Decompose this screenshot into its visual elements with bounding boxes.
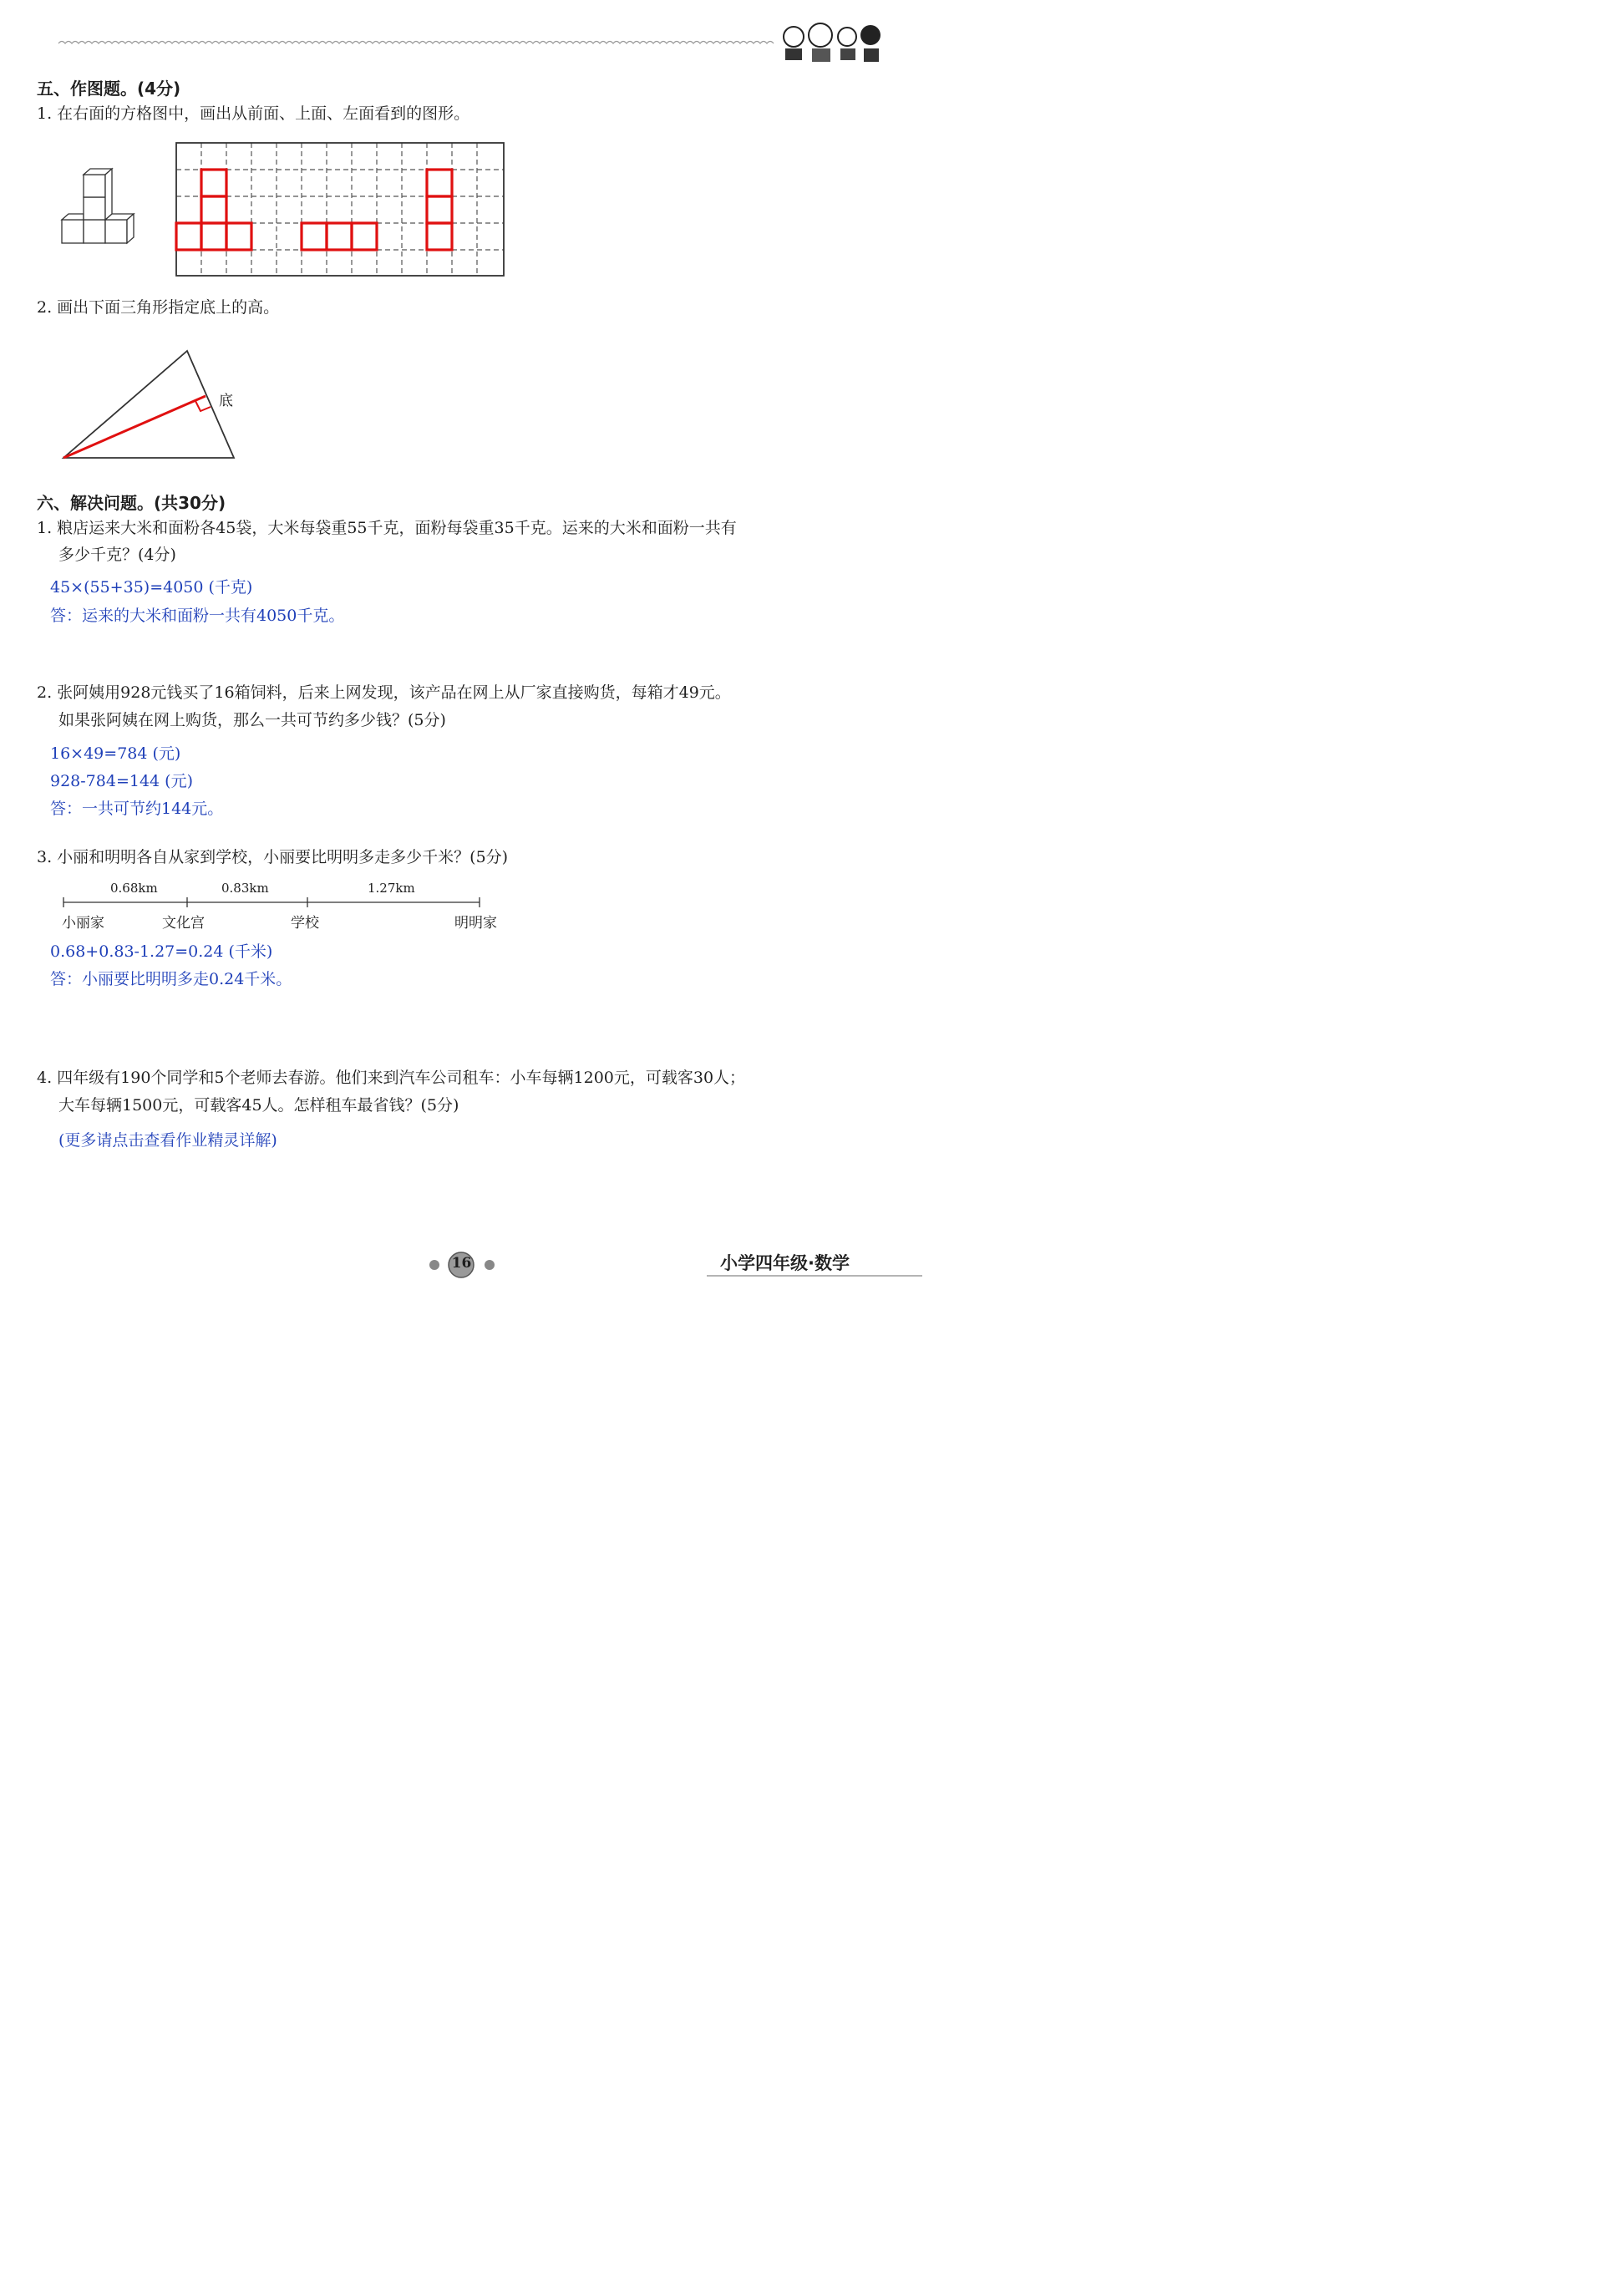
base-label: 底	[219, 393, 233, 409]
distance-label-3: 1.27km	[368, 881, 415, 896]
q3-line1: 3. 小丽和明明各自从家到学校，小丽要比明明多走多少千米？(5分)	[37, 848, 509, 866]
q4-line1: 4. 四年级有190个同学和5个老师去春游。他们来到汽车公司租车：小车每辆1200元，可载客30人；	[37, 1069, 746, 1087]
section6-title: 六、解决问题。(共30分)	[37, 493, 226, 513]
left-view-shape	[427, 170, 452, 196]
q1-line1: 1. 粮店运来大米和面粉各45袋，大米每袋重55千克，面粉每袋重35千克。运来的大米和面粉一共有	[37, 519, 737, 537]
page-number: 16	[451, 1255, 472, 1272]
more-details-link[interactable]: (更多请点击查看作业精灵详解)	[58, 1131, 277, 1150]
q3-answer-1: 0.68+0.83-1.27=0.24 (千米)	[50, 942, 273, 961]
distance-label-2: 0.83km	[221, 881, 269, 896]
section5-q1-text: 1. 在右面的方格图中，画出从前面、上面、左面看到的图形。	[37, 104, 470, 123]
top-view-shape	[302, 223, 327, 250]
header-cartoon-icon	[777, 18, 886, 77]
q2-answer-1: 16×49=784 (元)	[50, 744, 181, 763]
q2-answer-2: 928-784=144 (元)	[50, 772, 194, 790]
front-view-shape	[201, 170, 226, 196]
section5-title: 五、作图题。(4分)	[37, 79, 181, 99]
place-label-3: 学校	[291, 915, 319, 932]
place-label-1: 小丽家	[62, 915, 104, 932]
q2-answer-3: 答：一共可节约144元。	[50, 800, 224, 818]
cube-stack-figure	[58, 171, 142, 255]
place-label-4: 明明家	[454, 915, 497, 932]
q1-answer-1: 45×(55+35)=4050 (千克)	[50, 578, 253, 597]
section5-q2-text: 2. 画出下面三角形指定底上的高。	[37, 298, 280, 317]
q3-answer-2: 答：小丽要比明明多走0.24千米。	[50, 970, 292, 988]
distance-label-1: 0.68km	[110, 881, 158, 896]
q1-answer-2: 答：运来的大米和面粉一共有4050千克。	[50, 607, 345, 625]
q4-line2: 大车每辆1500元，可载客45人。怎样租车最省钱？(5分)	[58, 1096, 459, 1115]
triangle-figure	[58, 343, 276, 468]
q2-line1: 2. 张阿姨用928元钱买了16箱饲料，后来上网发现，该产品在网上从厂家直接购货，每箱才49元。	[37, 683, 731, 702]
answer-grid	[175, 142, 510, 280]
distance-line	[58, 896, 493, 912]
q1-line2: 多少千克？(4分)	[58, 546, 176, 564]
grade-label: 小学四年级·数学	[720, 1253, 850, 1273]
q2-line2: 如果张阿姨在网上购货，那么一共可节约多少钱？(5分)	[58, 711, 446, 729]
place-label-2: 文化宫	[162, 915, 205, 932]
footer-underline	[707, 1275, 924, 1278]
